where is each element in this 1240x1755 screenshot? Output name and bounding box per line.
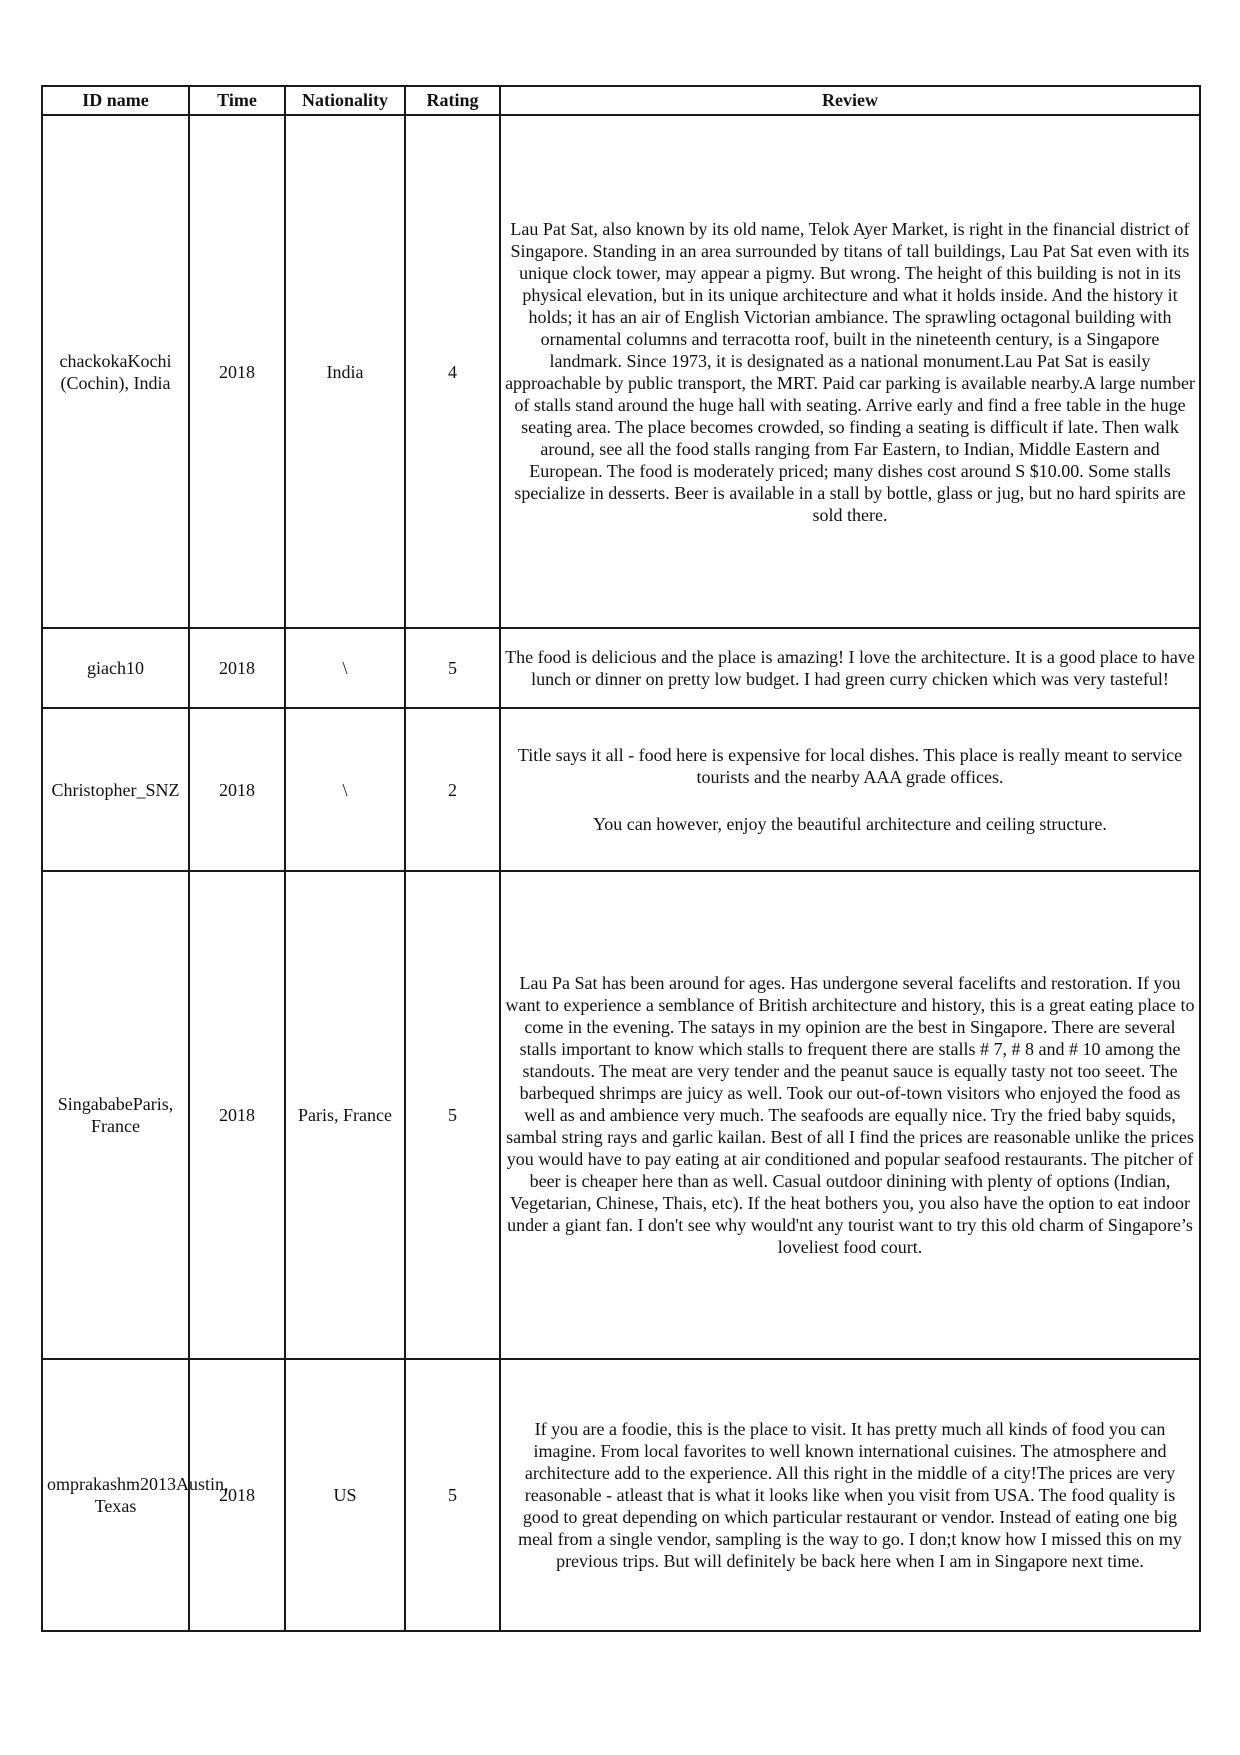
cell-time: 2018	[189, 115, 285, 628]
cell-rating: 5	[405, 871, 500, 1359]
cell-id-name: giach10	[42, 628, 189, 708]
cell-nationality: Paris, France	[285, 871, 405, 1359]
review-paragraph: The food is delicious and the place is amazing! I love the architecture. It is a good place to have lunch or dinner on pretty low budget. I had green curry chicken which was very tasteful!	[505, 647, 1195, 689]
cell-rating: 4	[405, 115, 500, 628]
review-paragraph: Lau Pat Sat, also known by its old name, Telok Ayer Market, is right in the financial district of Singapore. Standing in an area surrounded by titans of tall buildings, Lau Pat Sat even with its unique clock tower, may appear a pigmy. But wrong. The height of this building is not in its physical elevation, but in its unique architecture and what it holds inside. And the history it holds; it has an air of English Victorian ambiance. The sprawling octagonal building with ornamental columns and terracotta roof, built in the nineteenth century, is a Singapore landmark. Since 1973, it is designated as a national monument.Lau Pat Sat is easily approachable by public transport, the MRT. Paid car parking is available nearby.A large number of stalls stand around the huge hall with seating. Arrive early and find a free table in the huge seating area. The place becomes crowded, so finding a seating is difficult if late. Then walk around, see all the food stalls ranging from Far Eastern, to Indian, Middle Eastern and European. The food is moderately priced; many dishes cost around S $10.00. Some stalls specialize in desserts. Beer is available in a stall by bottle, glass or jug, but no hard spirits are sold there.	[505, 218, 1195, 525]
header-id-name: ID name	[42, 86, 189, 115]
review-paragraph: Title says it all - food here is expensive for local dishes. This place is really meant to service tourists and the nearby AAA grade offices.	[517, 745, 1183, 787]
review-paragraph: You can however, enjoy the beautiful architecture and ceiling structure.	[593, 814, 1107, 834]
table-row	[42, 628, 1200, 708]
review-paragraph: If you are a foodie, this is the place to visit. It has pretty much all kinds of food you can imagine. From local favorites to well known international cuisines. The atmosphere and architecture add to the experience. All this right in the middle of a city!The prices are very reasonable - atleast that is what it looks like when you visit from USA. The food quality is good to great depending on which particular restaurant or vendor. Instead of eating one big meal from a single vendor, sampling is the way to go. I don;t know how I missed this on my previous trips. But will definitely be back here when I am in Singapore next time.	[518, 1419, 1182, 1571]
header-nationality: Nationality	[285, 86, 405, 115]
cell-rating: 2	[405, 708, 500, 871]
cell-time: 2018	[189, 1359, 285, 1631]
cell-nationality: \	[285, 708, 405, 871]
cell-id-name: chackokaKochi (Cochin), India	[42, 115, 189, 628]
header-review: Review	[500, 86, 1200, 115]
cell-review	[500, 115, 1200, 628]
header-time: Time	[189, 86, 285, 115]
cell-nationality: \	[285, 628, 405, 708]
cell-rating: 5	[405, 1359, 500, 1631]
cell-time: 2018	[189, 871, 285, 1359]
table-row	[42, 1359, 1200, 1631]
cell-id-name: SingababeParis, France	[42, 871, 189, 1359]
header-rating: Rating	[405, 86, 500, 115]
reviews-table	[41, 85, 1201, 1632]
cell-nationality: India	[285, 115, 405, 628]
cell-review	[500, 1359, 1200, 1631]
table-row	[42, 115, 1200, 628]
header-row	[42, 86, 1200, 115]
cell-rating: 5	[405, 628, 500, 708]
table-row	[42, 708, 1200, 871]
review-paragraph: Lau Pa Sat has been around for ages. Has undergone several facelifts and restoration. If you want to experience a semblance of British architecture and history, this is a great eating place to come in the evening. The satays in my opinion are the best in Singapore. There are several stalls important to know which stalls to frequent there are stalls # 7, # 8 and # 10 among the standouts. The meat are very tender and the peanut sauce is equally tasty not too seeet. The barbequed shrimps are juicy as well. Took our out-of-town visitors who enjoyed the food as well as and ambience very much. The seafoods are equally nice. Try the fried baby squids, sambal string rays and garlic kailan. Best of all I find the prices are reasonable unlike the prices you would have to pay eating at air conditioned and popular seafood restaurants. The pitcher of beer is cheaper here than as well. Casual outdoor dinining with plenty of options (Indian, Vegetarian, Chinese, Thais, etc). If the heat bothers you, you also have the option to eat indoor under a giant fan. I don't see why would'nt any tourist want to try this old charm of Singapore’s loveliest food court.	[505, 973, 1195, 1257]
cell-id-name: omprakashm2013Austin, Texas	[42, 1359, 189, 1631]
cell-nationality: US	[285, 1359, 405, 1631]
cell-time: 2018	[189, 708, 285, 871]
cell-time: 2018	[189, 628, 285, 708]
cell-review	[500, 628, 1200, 708]
cell-review	[500, 708, 1200, 871]
cell-id-name: Christopher_SNZ	[42, 708, 189, 871]
table-row	[42, 871, 1200, 1359]
cell-review	[500, 871, 1200, 1359]
